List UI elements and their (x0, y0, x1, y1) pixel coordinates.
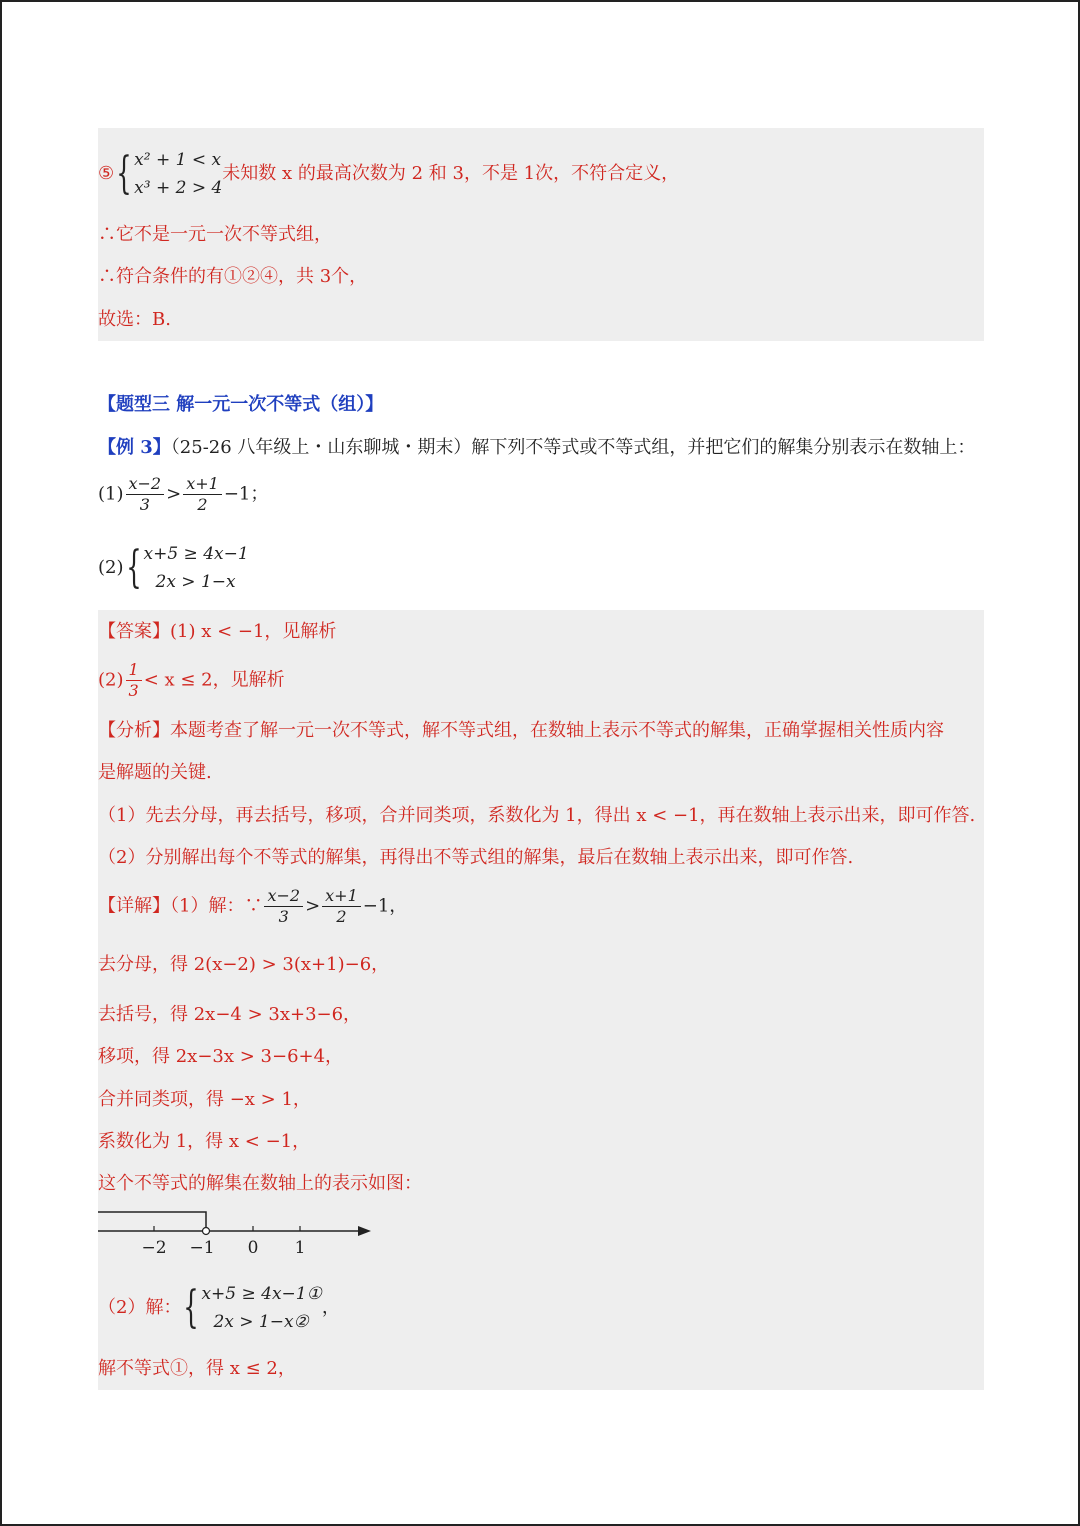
q1-gt: > (166, 483, 182, 505)
q1-fraction-left: $\frac{x-2}{3}$ (126, 474, 165, 515)
step-1: 去分母，得 2(x−2) > 3(x+1)−6， (98, 954, 390, 975)
last-line: 解不等式①，得 x ≤ 2， (98, 1358, 296, 1379)
p2-eq2: 2x > 1−x② (213, 1312, 309, 1332)
detail-tail: −1， (362, 895, 408, 917)
q2-label: (2) (98, 557, 124, 578)
item5-circle: ⑤ (98, 163, 115, 184)
a2-fraction: $\frac{1}{3}$ (126, 660, 142, 701)
detail-label: 【详解】（1）解：∵ (98, 895, 263, 917)
q1-fraction-right: $\frac{x+1}{2}$ (183, 474, 222, 515)
example-tag: 【例 3】 (98, 437, 171, 458)
example-statement (98, 436, 975, 460)
brace-icon: { (116, 148, 132, 199)
item5-eq2: x³ + 2 > 4 (134, 178, 223, 198)
step-3: 移项，得 2x−3x > 3−6+4， (98, 1046, 344, 1067)
tick-label: 1 (294, 1238, 306, 1258)
p2-system (201, 1280, 321, 1336)
arrow-icon (358, 1226, 371, 1236)
step-4: 合并同类项，得 −x > 1， (98, 1089, 311, 1110)
tick-label: −1 (189, 1238, 215, 1258)
p2-eq1: x+5 ≥ 4x−1① (201, 1284, 322, 1304)
detail-gt: > (305, 895, 321, 917)
question-1 (98, 474, 268, 515)
item5-eq1: x² + 1 < x (134, 150, 222, 170)
a2-tail: < x ≤ 2，见解析 (143, 669, 285, 691)
count-line: ∴符合条件的有①②④，共 3个， (98, 266, 368, 287)
item5-system (134, 146, 222, 202)
p2-label: （2）解： (98, 1297, 182, 1318)
part2-system (98, 1280, 340, 1336)
q2-eq1: x+5 ≥ 4x−1 (143, 544, 249, 564)
q2-system (144, 540, 249, 596)
analysis-2: 是解题的关键. (98, 762, 212, 783)
analysis-1: 【分析】本题考查了解一元一次不等式，解不等式组，在数轴上表示不等式的解集，正确掌握相关性质内容 (98, 720, 944, 741)
q2-eq2: 2x > 1−x (155, 572, 236, 592)
q1-tail: −1； (223, 483, 269, 505)
item5-text: 未知数 x 的最高次数为 2 和 3，不是 1次，不符合定义， (222, 163, 680, 184)
item5-line (98, 146, 679, 202)
q1-label: (1) (98, 483, 124, 505)
brace-icon: { (125, 542, 142, 593)
detail-fraction-left: $\frac{x-2}{3}$ (264, 886, 303, 927)
solution-bracket (98, 1212, 206, 1230)
step-2: 去括号，得 2x−4 > 3x+3−6， (98, 1004, 362, 1025)
analysis-3: （1）先去分母，再去括号，移项，合并同类项，系数化为 1，得出 x < −1，再在数轴上表示出来，即可作答. (98, 805, 976, 826)
conclusion-line: ∴它不是一元一次不等式组， (98, 224, 332, 245)
brace-icon: { (183, 1282, 200, 1333)
p2-tail: ， (321, 1297, 340, 1318)
analysis-4: （2）分别解出每个不等式的解集，再得出不等式组的解集，最后在数轴上表示出来，即可作答. (98, 847, 854, 868)
step-6: 这个不等式的解集在数轴上的表示如图： (98, 1173, 422, 1194)
question-2 (98, 540, 249, 596)
choice-line: 故选：B. (98, 309, 171, 330)
detail-head (98, 886, 407, 927)
answer-1: 【答案】(1) x < −1，见解析 (98, 621, 337, 642)
tick-label: 0 (247, 1238, 259, 1258)
detail-fraction-right: $\frac{x+1}{2}$ (322, 886, 361, 927)
example-text: （25-26 八年级上・山东聊城・期末）解下列不等式或不等式组，并把它们的解集分别表示在数轴上： (170, 437, 976, 458)
answer-2 (98, 660, 285, 701)
section-title: 【题型三 解一元一次不等式（组）】 (98, 394, 384, 415)
tick-label: −2 (141, 1238, 167, 1258)
number-line (96, 1200, 386, 1260)
a2-label: (2) (98, 669, 124, 691)
open-circle (203, 1228, 210, 1235)
step-5: 系数化为 1，得 x < −1， (98, 1131, 311, 1152)
